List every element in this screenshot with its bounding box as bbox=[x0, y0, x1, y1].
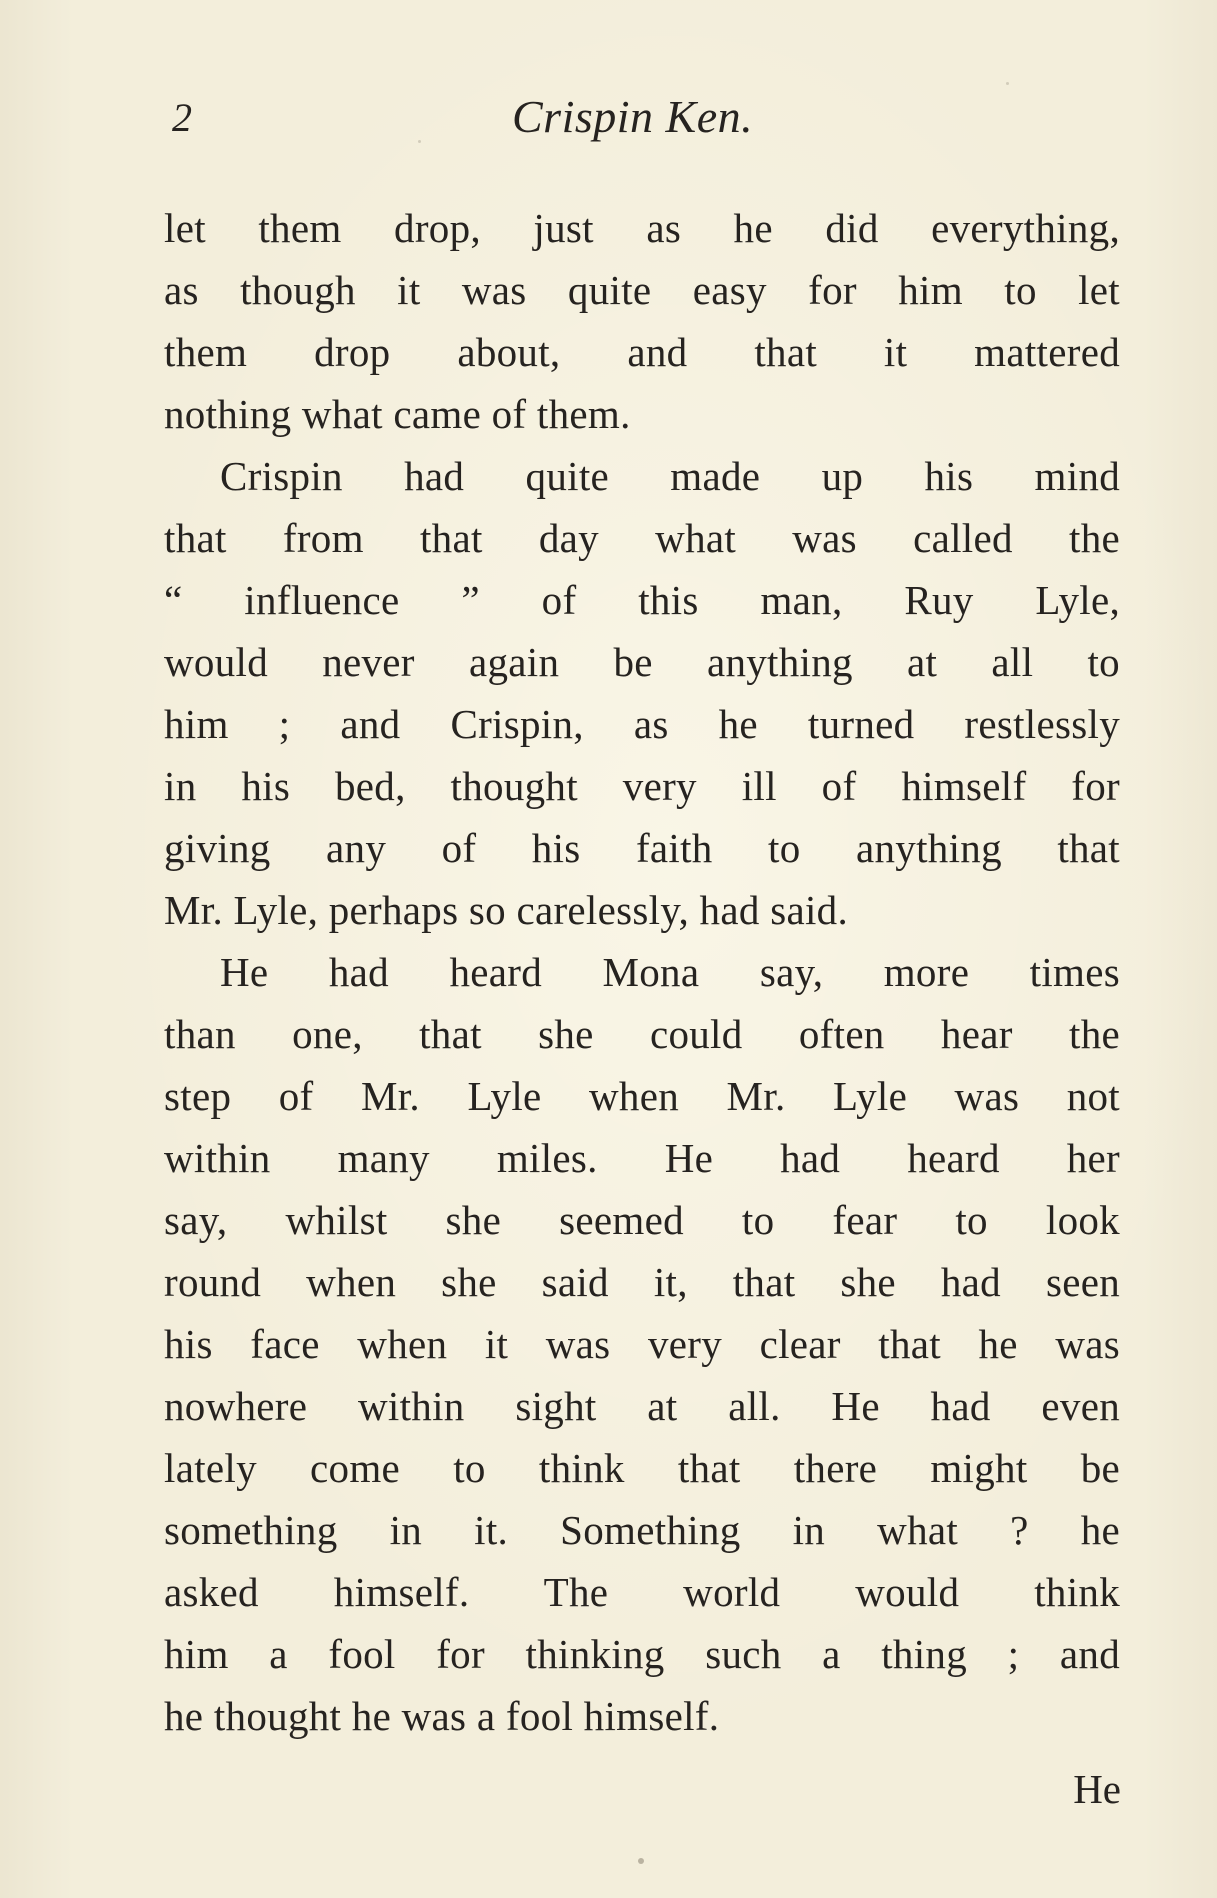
paper-speck bbox=[638, 1858, 644, 1864]
text-line: He had heard Mona say, more times bbox=[220, 949, 1120, 995]
body-text bbox=[164, 197, 1120, 1747]
text-line: him ; and Crispin, as he turned restlessly bbox=[164, 701, 1120, 747]
page-header bbox=[160, 88, 1120, 148]
text-line: step of Mr. Lyle when Mr. Lyle was not bbox=[164, 1073, 1120, 1119]
text-line: round when she said it, that she had seen bbox=[164, 1259, 1120, 1305]
page-number: 2 bbox=[172, 95, 192, 140]
catchword: He bbox=[1073, 1766, 1121, 1812]
text-line: would never again be anything at all to bbox=[164, 639, 1120, 685]
text-line: let them drop, just as he did everything, bbox=[164, 205, 1120, 251]
text-line: Crispin had quite made up his mind bbox=[220, 453, 1120, 499]
paper-speck bbox=[418, 140, 421, 143]
text-line: as though it was quite easy for him to let bbox=[164, 267, 1120, 313]
text-line: them drop about, and that it mattered bbox=[164, 329, 1120, 375]
running-title: Crispin Ken. bbox=[512, 91, 754, 142]
text-line: that from that day what was called the bbox=[164, 515, 1120, 561]
text-line: say, whilst she seemed to fear to look bbox=[164, 1197, 1120, 1243]
text-line: nothing what came of them. bbox=[164, 391, 631, 437]
text-line: he thought he was a fool himself. bbox=[164, 1693, 720, 1739]
text-line: Mr. Lyle, perhaps so carelessly, had said. bbox=[164, 887, 848, 933]
text-line: giving any of his faith to anything that bbox=[164, 825, 1120, 871]
text-line: him a fool for thinking such a thing ; and bbox=[164, 1631, 1120, 1677]
text-line: than one, that she could often hear the bbox=[164, 1011, 1120, 1057]
text-line: asked himself. The world would think bbox=[164, 1569, 1120, 1615]
paper-speck bbox=[1006, 82, 1009, 85]
text-line: something in it. Something in what ? he bbox=[164, 1507, 1120, 1553]
text-line: nowhere within sight at all. He had even bbox=[164, 1383, 1120, 1429]
text-line: in his bed, thought very ill of himself for bbox=[164, 763, 1120, 809]
text-line: lately come to think that there might be bbox=[164, 1445, 1120, 1491]
text-line: within many miles. He had heard her bbox=[164, 1135, 1120, 1181]
text-line: his face when it was very clear that he was bbox=[164, 1321, 1120, 1367]
text-line: “ influence ” of this man, Ruy Lyle, bbox=[164, 577, 1120, 623]
